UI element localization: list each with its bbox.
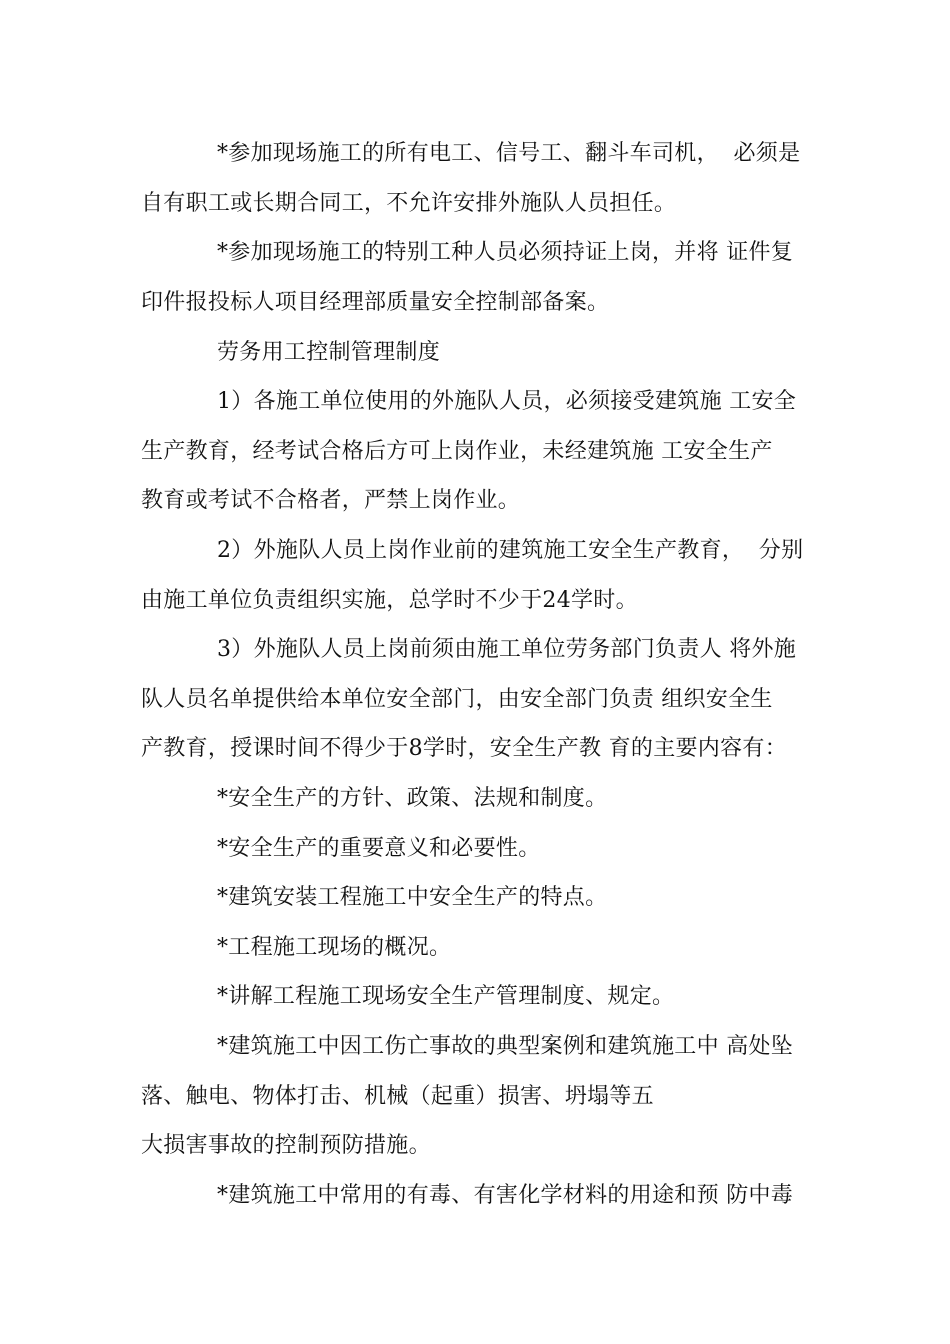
paragraph-line: 1）各施工单位使用的外施队人员，必须接受建筑施 工安全 bbox=[217, 389, 797, 414]
bullet-line: *建筑安装工程施工中安全生产的特点。 bbox=[217, 885, 608, 910]
section-heading: 劳务用工控制管理制度 bbox=[217, 340, 441, 365]
paragraph-line: *参加现场施工的特别工种人员必须持证上岗，并将 证件复 bbox=[217, 240, 794, 265]
paragraph-line: 3）外施队人员上岗前须由施工单位劳务部门负责人 将外施 bbox=[217, 637, 797, 662]
paragraph-line: 大损害事故的控制预防措施。 bbox=[141, 1133, 431, 1158]
paragraph-line: 由施工单位负责组织实施，总学时不少于24学时。 bbox=[141, 588, 638, 613]
paragraph-line: 落、触电、物体打击、机械（起重）损害、坍塌等五 bbox=[141, 1084, 654, 1109]
bullet-line: *建筑施工中常用的有毒、有害化学材料的用途和预 防中毒 bbox=[217, 1183, 794, 1208]
paragraph-line: 自有职工或长期合同工，不允许安排外施队人员担任。 bbox=[141, 191, 677, 216]
paragraph-line: 生产教育，经考试合格后方可上岗作业，未经建筑施 工安全生产 bbox=[141, 439, 773, 464]
paragraph-line: 教育或考试不合格者，严禁上岗作业。 bbox=[141, 488, 521, 513]
paragraph-line: 队人员名单提供给本单位安全部门，由安全部门负责 组织安全生 bbox=[141, 687, 773, 712]
bullet-line: *工程施工现场的概况。 bbox=[217, 935, 452, 960]
bullet-line: *安全生产的方针、政策、法规和制度。 bbox=[217, 786, 608, 811]
paragraph-line: 印件报投标人项目经理部质量安全控制部备案。 bbox=[141, 290, 610, 315]
paragraph-line: 2）外施队人员上岗作业前的建筑施工安全生产教育， 分别 bbox=[217, 538, 804, 563]
paragraph-line: *参加现场施工的所有电工、信号工、翻斗车司机， 必须是 bbox=[217, 141, 801, 166]
bullet-line: *建筑施工中因工伤亡事故的典型案例和建筑施工中 高处坠 bbox=[217, 1034, 794, 1059]
bullet-line: *安全生产的重要意义和必要性。 bbox=[217, 836, 541, 861]
paragraph-line: 产教育，授课时间不得少于8学时，安全生产教 育的主要内容有： bbox=[141, 736, 787, 761]
bullet-line: *讲解工程施工现场安全生产管理制度、规定。 bbox=[217, 984, 675, 1009]
